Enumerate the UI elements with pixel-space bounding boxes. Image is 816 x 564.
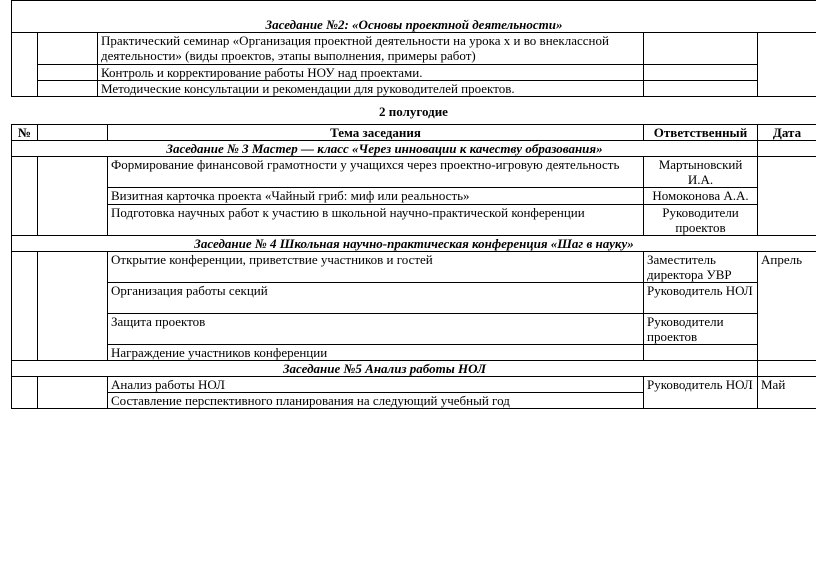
header-date: Дата bbox=[758, 125, 816, 141]
session2-table bbox=[11, 0, 816, 97]
session4-responsible-3: Руководители проектов bbox=[644, 314, 758, 345]
date-cell bbox=[758, 33, 816, 97]
session3-responsible-3: Руководители проектов bbox=[644, 205, 758, 236]
header-topic: Тема заседания bbox=[108, 125, 644, 141]
session4-topic-4: Награждение участников конференции bbox=[108, 345, 644, 361]
date-cell bbox=[758, 361, 816, 377]
session3-responsible-2: Номоконова А.А. bbox=[644, 188, 758, 205]
session5-title: Заседание №5 Анализ работы НОЛ bbox=[12, 361, 758, 377]
header-empty bbox=[38, 125, 108, 141]
session2-topic-1: Практический семинар «Организация проектной деятельности на урока х и во внеклассной деятельности» (виды проектов, этапы выполнения, примеры работ) bbox=[98, 33, 644, 65]
session3-responsible-1: Мартыновский И.А. bbox=[644, 157, 758, 188]
empty-cell bbox=[38, 377, 108, 409]
session5-topic-1: Анализ работы НОЛ bbox=[108, 377, 644, 393]
num-cell bbox=[12, 157, 38, 236]
responsible-cell bbox=[644, 33, 758, 65]
empty-cell bbox=[38, 81, 98, 97]
session4-topic-1: Открытие конференции, приветствие участников и гостей bbox=[108, 252, 644, 283]
semester-heading: 2 полугодие bbox=[379, 104, 448, 119]
session5-date: Май bbox=[758, 377, 816, 409]
session3-topic-3: Подготовка научных работ к участию в школьной научно-практической конференции bbox=[108, 205, 644, 236]
session4-responsible-1: Заместитель директора УВР bbox=[644, 252, 758, 283]
empty-cell bbox=[38, 33, 98, 65]
responsible-cell bbox=[644, 81, 758, 97]
session4-topic-3: Защита проектов bbox=[108, 314, 644, 345]
session4-date: Апрель bbox=[758, 252, 816, 361]
semester2-table bbox=[11, 124, 816, 409]
date-cell bbox=[758, 157, 816, 236]
date-cell bbox=[758, 141, 816, 157]
empty-cell bbox=[38, 65, 98, 81]
empty-cell bbox=[38, 157, 108, 236]
session5-topic-2: Составление перспективного планирования на следующий учебный год bbox=[108, 393, 644, 409]
session5-responsible: Руководитель НОЛ bbox=[644, 377, 758, 409]
header-responsible: Ответственный bbox=[644, 125, 758, 141]
num-cell bbox=[12, 377, 38, 409]
session3-topic-1: Формирование финансовой грамотности у учащихся через проектно-игровую деятельность bbox=[108, 157, 644, 188]
session3-topic-2: Визитная карточка проекта «Чайный гриб: миф или реальность» bbox=[108, 188, 644, 205]
session4-topic-2: Организация работы секций bbox=[108, 283, 644, 314]
session3-title: Заседание № 3 Мастер — класс «Через инновации к качеству образования» bbox=[12, 141, 758, 157]
session2-topic-3: Методические консультации и рекомендации для руководителей проектов. bbox=[98, 81, 644, 97]
session4-title: Заседание № 4 Школьная научно-практическая конференция «Шаг в науку» bbox=[12, 236, 816, 252]
empty-cell bbox=[38, 252, 108, 361]
responsible-cell bbox=[644, 65, 758, 81]
session4-responsible-2: Руководитель НОЛ bbox=[644, 283, 758, 314]
num-cell bbox=[12, 252, 38, 361]
session4-responsible-4 bbox=[644, 345, 758, 361]
session2-topic-2: Контроль и корректирование работы НОУ над проектами. bbox=[98, 65, 644, 81]
num-cell bbox=[12, 33, 38, 97]
header-num: № bbox=[12, 125, 38, 141]
session2-title: Заседание №2: «Основы проектной деятельности» bbox=[12, 1, 816, 33]
